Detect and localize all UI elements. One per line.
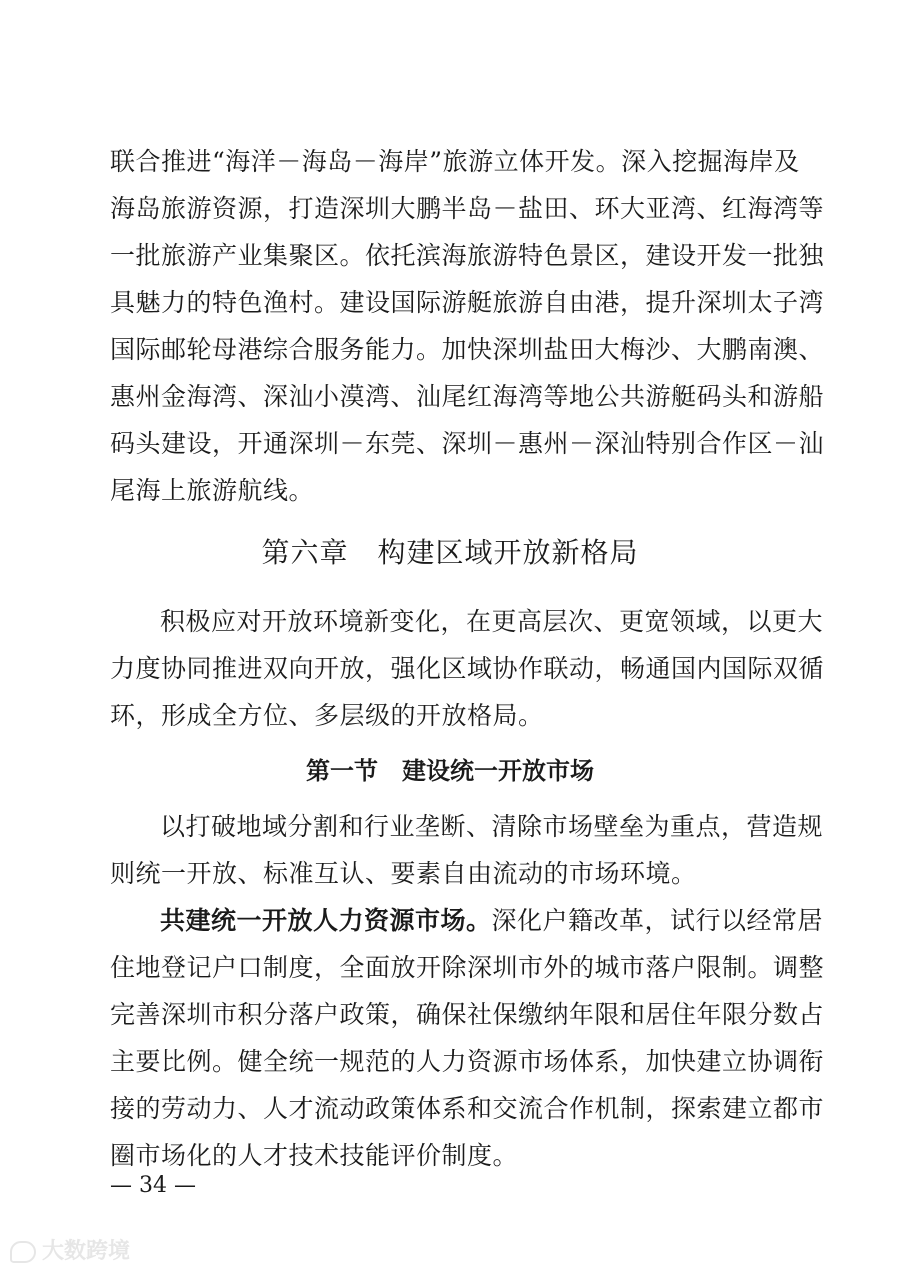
body-text-line: 尾海上旅游航线。 [110, 476, 315, 505]
chapter-title: 第六章 构建区域开放新格局 [261, 536, 639, 569]
bold-lead-text: 共建统一开放人力资源市场。 [160, 906, 492, 935]
body-text-line: 圈市场化的人才技术技能评价制度。 [110, 1141, 519, 1170]
body-text-line: 联合推进“海洋－海岛－海岸”旅游立体开发。深入挖掘海岸及 [110, 147, 800, 176]
body-text-line: 环，形成全方位、多层级的开放格局。 [110, 701, 544, 730]
section-title: 第一节 建设统一开放市场 [306, 756, 594, 785]
body-text-line: 力度协同推进双向开放，强化区域协作联动，畅通国内国际双循 [110, 654, 825, 683]
body-text-line: 惠州金海湾、深汕小漠湾、汕尾红海湾等地公共游艇码头和游船 [110, 382, 825, 411]
body-text-line: 主要比例。健全统一规范的人力资源市场体系，加快建立协调衔 [110, 1047, 825, 1076]
body-text-line: 国际邮轮母港综合服务能力。加快深圳盐田大梅沙、大鹏南澳、 [110, 335, 825, 364]
watermark-logo-icon [10, 1241, 36, 1263]
body-text-segment: 深化户籍改革，试行以经常居 [491, 906, 824, 935]
watermark [10, 1238, 130, 1266]
body-text-line: 一批旅游产业集聚区。依托滨海旅游特色景区，建设开发一批独 [110, 241, 825, 270]
body-text-line: 完善深圳市积分落户政策，确保社保缴纳年限和居住年限分数占 [110, 1000, 825, 1029]
body-text-line: 则统一开放、标准互认、要素自由流动的市场环境。 [110, 859, 697, 888]
body-text-line: 具魅力的特色渔村。建设国际游艇旅游自由港，提升深圳太子湾 [110, 288, 825, 317]
body-text-line: 接的劳动力、人才流动政策体系和交流合作机制，探索建立都市 [110, 1094, 825, 1123]
page-number: — 34 — [110, 1173, 196, 1198]
body-text-line [160, 906, 823, 936]
watermark-text: 大数跨境 [42, 1239, 131, 1264]
body-text-line: 以打破地域分割和行业垄断、清除市场壁垒为重点，营造规 [160, 812, 824, 841]
body-text-line: 码头建设，开通深圳－东莞、深圳－惠州－深汕特别合作区－汕 [110, 429, 825, 458]
body-text-line: 住地登记户口制度，全面放开除深圳市外的城市落户限制。调整 [110, 953, 825, 982]
body-text-line: 积极应对开放环境新变化，在更高层次、更宽领域，以更大 [160, 607, 824, 636]
body-text-line: 海岛旅游资源，打造深圳大鹏半岛－盐田、环大亚湾、红海湾等 [110, 194, 825, 223]
